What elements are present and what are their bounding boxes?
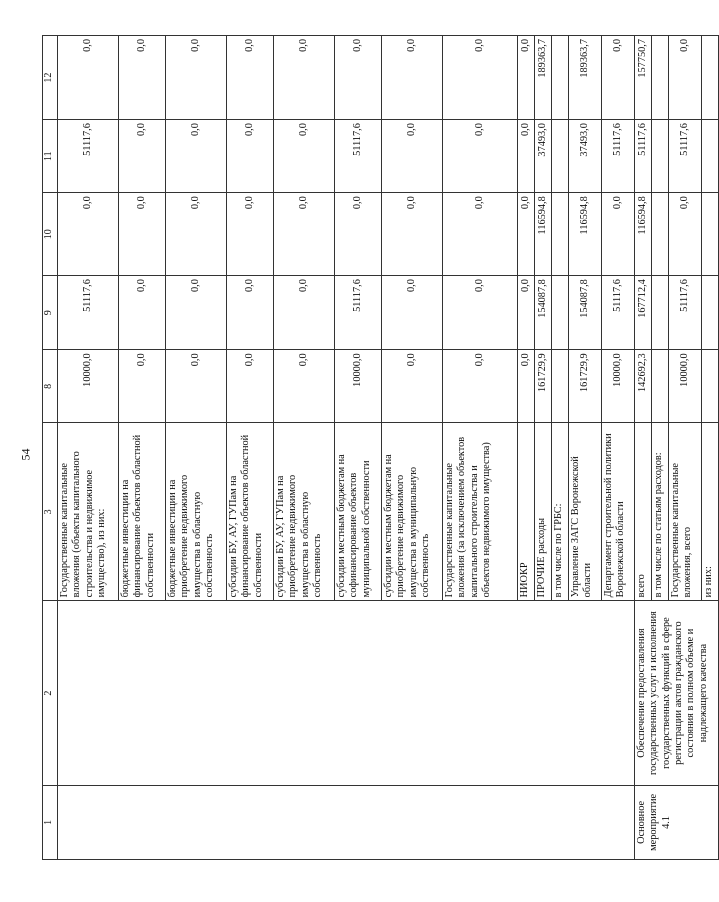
value-cell-12: 0,0	[443, 36, 518, 120]
budget-table	[42, 35, 719, 860]
column-number-2: 2	[43, 601, 58, 785]
expense-item-name: Государственные капитальные вложения (за исключением объектов капитального строительства и объектов недвижимого имущества)	[443, 423, 518, 601]
value-cell-9: 0,0	[227, 276, 274, 350]
value-cell-8	[552, 350, 569, 423]
column-number-header-row	[43, 36, 58, 860]
value-cell-8: 142692,3	[635, 350, 652, 423]
rotated-page-content	[42, 35, 714, 860]
value-cell-11: 37493,0	[535, 120, 552, 193]
value-cell-12	[702, 36, 719, 120]
value-cell-9: 51117,6	[602, 276, 635, 350]
value-cell-8: 0,0	[166, 350, 227, 423]
value-cell-12	[652, 36, 669, 120]
value-cell-11: 0,0	[382, 120, 443, 193]
expense-item-name: субсидии БУ, АУ, ГУПам на приобретение недвижимого имущества в областную собственность	[274, 423, 335, 601]
expense-item-name: из них:	[702, 423, 719, 601]
value-cell-8: 161729,9	[535, 350, 552, 423]
value-cell-11	[652, 120, 669, 193]
value-cell-9: 51117,6	[669, 276, 702, 350]
value-cell-8: 0,0	[518, 350, 535, 423]
value-cell-12: 0,0	[518, 36, 535, 120]
value-cell-9: 154087,8	[535, 276, 552, 350]
value-cell-10: 0,0	[166, 193, 227, 276]
column-number-11: 11	[43, 120, 58, 193]
column-number-3: 3	[43, 423, 58, 601]
value-cell-9: 0,0	[382, 276, 443, 350]
value-cell-9: 154087,8	[569, 276, 602, 350]
page-number: 54	[18, 448, 33, 461]
value-cell-8: 0,0	[119, 350, 166, 423]
value-cell-10	[552, 193, 569, 276]
expense-item-name: в том числе по статьям расходов:	[652, 423, 669, 601]
value-cell-10: 116594,8	[569, 193, 602, 276]
value-cell-12: 0,0	[669, 36, 702, 120]
value-cell-8: 10000,0	[669, 350, 702, 423]
value-cell-10: 0,0	[227, 193, 274, 276]
value-cell-8	[702, 350, 719, 423]
expense-item-name: субсидии местным бюджетам на софинансирование объектов муниципальной собственности	[335, 423, 382, 601]
column-number-9: 9	[43, 276, 58, 350]
value-cell-11: 51117,6	[335, 120, 382, 193]
expense-item-name: НИОКР	[518, 423, 535, 601]
column-number-12: 12	[43, 36, 58, 120]
value-cell-12: 189363,7	[535, 36, 552, 120]
expense-item-name: субсидии местным бюджетам на приобретение недвижимого имущества в муниципальную собственность	[382, 423, 443, 601]
value-cell-11	[702, 120, 719, 193]
expense-item-name: Департамент строительной политики Воронежской области	[602, 423, 635, 601]
expense-item-name: бюджетные инвестиции на приобретение недвижимого имущества в областную собственность	[166, 423, 227, 601]
measure-name: Основное мероприятие 4.1	[635, 785, 719, 859]
expense-item-name: субсидии БУ, АУ, ГУПам на финансирование объектов областной собственности	[227, 423, 274, 601]
measure-cell-blank	[58, 785, 635, 859]
value-cell-11: 0,0	[443, 120, 518, 193]
table-row	[58, 36, 119, 860]
value-cell-9: 51117,6	[335, 276, 382, 350]
value-cell-8: 10000,0	[335, 350, 382, 423]
value-cell-11: 37493,0	[569, 120, 602, 193]
value-cell-12: 0,0	[274, 36, 335, 120]
value-cell-11	[552, 120, 569, 193]
value-cell-9: 0,0	[166, 276, 227, 350]
expense-item-name: всего	[635, 423, 652, 601]
value-cell-12	[552, 36, 569, 120]
value-cell-12: 0,0	[119, 36, 166, 120]
table-row	[635, 36, 652, 860]
column-number-8: 8	[43, 350, 58, 423]
description-cell-blank	[58, 601, 635, 785]
value-cell-9: 0,0	[274, 276, 335, 350]
column-number-1: 1	[43, 785, 58, 859]
value-cell-10: 116594,8	[635, 193, 652, 276]
value-cell-10: 0,0	[669, 193, 702, 276]
measure-description: Обеспечение предоставления государственных услуг и исполнения государственных функций в сфере регистрации актов гражданского состояния в полном объеме и надлежащего качества	[635, 601, 719, 785]
value-cell-11: 0,0	[119, 120, 166, 193]
value-cell-10: 0,0	[518, 193, 535, 276]
value-cell-12: 0,0	[227, 36, 274, 120]
value-cell-8: 0,0	[443, 350, 518, 423]
value-cell-11: 0,0	[274, 120, 335, 193]
value-cell-10: 0,0	[274, 193, 335, 276]
value-cell-10	[652, 193, 669, 276]
value-cell-9: 0,0	[443, 276, 518, 350]
expense-item-name: в том числе по ГРБС:	[552, 423, 569, 601]
value-cell-10: 0,0	[58, 193, 119, 276]
value-cell-10: 0,0	[443, 193, 518, 276]
value-cell-9	[552, 276, 569, 350]
value-cell-8: 161729,9	[569, 350, 602, 423]
table-body	[43, 36, 719, 860]
expense-item-name: Государственные капитальные вложения, всего	[669, 423, 702, 601]
value-cell-12: 0,0	[58, 36, 119, 120]
value-cell-8: 10000,0	[58, 350, 119, 423]
value-cell-10: 0,0	[382, 193, 443, 276]
value-cell-10	[702, 193, 719, 276]
value-cell-10: 116594,8	[535, 193, 552, 276]
value-cell-12: 157750,7	[635, 36, 652, 120]
column-number-10: 10	[43, 193, 58, 276]
value-cell-10: 0,0	[119, 193, 166, 276]
value-cell-8	[652, 350, 669, 423]
value-cell-9: 0,0	[119, 276, 166, 350]
value-cell-8: 0,0	[274, 350, 335, 423]
value-cell-10: 0,0	[602, 193, 635, 276]
value-cell-12: 0,0	[382, 36, 443, 120]
expense-item-name: бюджетные инвестиции на финансирование объектов областной собственности	[119, 423, 166, 601]
value-cell-9: 167712,4	[635, 276, 652, 350]
value-cell-11: 51117,6	[635, 120, 652, 193]
value-cell-9	[652, 276, 669, 350]
value-cell-12: 0,0	[166, 36, 227, 120]
value-cell-11: 51117,6	[58, 120, 119, 193]
value-cell-11: 51117,6	[669, 120, 702, 193]
value-cell-12: 189363,7	[569, 36, 602, 120]
expense-item-name: Управление ЗАГС Воронежской области	[569, 423, 602, 601]
value-cell-12: 0,0	[335, 36, 382, 120]
value-cell-8: 10000,0	[602, 350, 635, 423]
value-cell-11: 0,0	[166, 120, 227, 193]
expense-item-name: Государственные капитальные вложения (объекты капитального строительства и недвижимое имущество), из них:	[58, 423, 119, 601]
value-cell-9: 0,0	[518, 276, 535, 350]
value-cell-11: 51117,6	[602, 120, 635, 193]
value-cell-11: 0,0	[227, 120, 274, 193]
value-cell-12: 0,0	[602, 36, 635, 120]
value-cell-8: 0,0	[382, 350, 443, 423]
value-cell-11: 0,0	[518, 120, 535, 193]
value-cell-8: 0,0	[227, 350, 274, 423]
value-cell-9	[702, 276, 719, 350]
value-cell-9: 51117,6	[58, 276, 119, 350]
value-cell-10: 0,0	[335, 193, 382, 276]
expense-item-name: ПРОЧИЕ расходы	[535, 423, 552, 601]
